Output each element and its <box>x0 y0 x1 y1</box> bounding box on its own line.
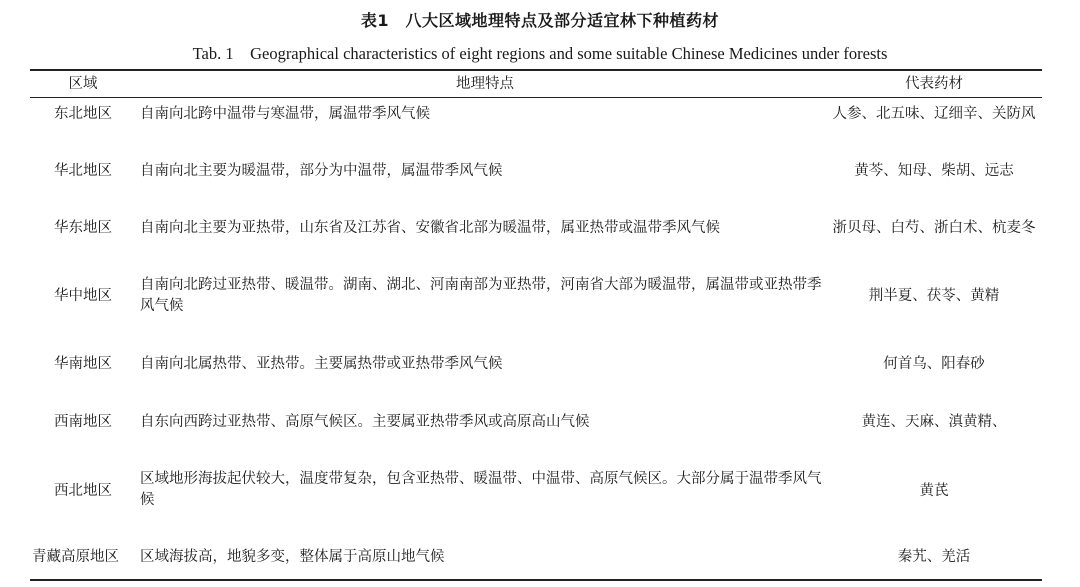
table-row-region: 华北地区 <box>54 163 112 179</box>
table-row-region: 华中地区 <box>54 288 112 304</box>
bottom-rule <box>30 579 1042 581</box>
top-rule <box>30 69 1042 71</box>
table-row-feature: 自南向北属热带、亚热带。主要属热带或亚热带季风气候 <box>140 356 503 372</box>
table-row-region: 华南地区 <box>54 356 112 372</box>
table-row-feature: 自南向北跨过亚热带、暖温带。湖南、湖北、河南南部为亚热带，河南省大部为暖温带，属温带或亚热带季风气候 <box>140 277 822 314</box>
table-row-region: 西北地区 <box>54 483 112 499</box>
table-row-herbs: 何首乌、阳春砂 <box>883 356 985 372</box>
table-row-herbs: 秦艽、羌活 <box>897 549 971 565</box>
table-row-herbs: 黄芩、知母、柴胡、远志 <box>854 163 1014 179</box>
table-row-herbs: 荆半夏、茯苓、黄精 <box>868 288 1000 304</box>
table-title-en: Tab. 1 Geographical characteristics of eight regions and some suitable Chinese Medicines under forests <box>192 44 888 63</box>
table-row-feature: 区域地形海拔起伏较大，温度带复杂，包含亚热带、暖温带、中温带、高原气候区。大部分属于温带季风气候 <box>140 471 822 508</box>
table-row-herbs: 黄连、天麻、滇黄精、 <box>861 414 1007 430</box>
table-row-herbs: 浙贝母、白芍、浙白术、杭麦冬 <box>832 220 1036 236</box>
table-row-feature: 区域海拔高，地貌多变，整体属于高原山地气候 <box>140 549 445 565</box>
table-row-feature: 自南向北跨中温带与寒温带，属温带季风气候 <box>140 106 430 122</box>
header-rule <box>30 97 1042 98</box>
header-feature: 地理特点 <box>456 76 514 92</box>
table-row-herbs: 黄芪 <box>919 483 949 499</box>
table-row-region: 西南地区 <box>54 414 112 430</box>
table-title-cn: 表1 八大区域地理特点及部分适宜林下种植药材 <box>360 11 720 30</box>
header-herbs: 代表药材 <box>905 76 963 92</box>
header-region: 区域 <box>68 76 98 92</box>
table-row-feature: 自南向北主要为亚热带，山东省及江苏省、安徽省北部为暖温带，属亚热带或温带季风气候 <box>140 220 720 236</box>
table-row-herbs: 人参、北五味、辽细辛、关防风 <box>832 106 1036 122</box>
table-row-region: 华东地区 <box>54 220 112 236</box>
table-row-feature: 自东向西跨过亚热带、高原气候区。主要属亚热带季风或高原高山气候 <box>140 414 590 430</box>
table-row-region: 东北地区 <box>54 106 112 122</box>
table-row-region: 青藏高原地区 <box>32 549 119 565</box>
table-row-feature: 自南向北主要为暖温带，部分为中温带，属温带季风气候 <box>140 163 503 179</box>
